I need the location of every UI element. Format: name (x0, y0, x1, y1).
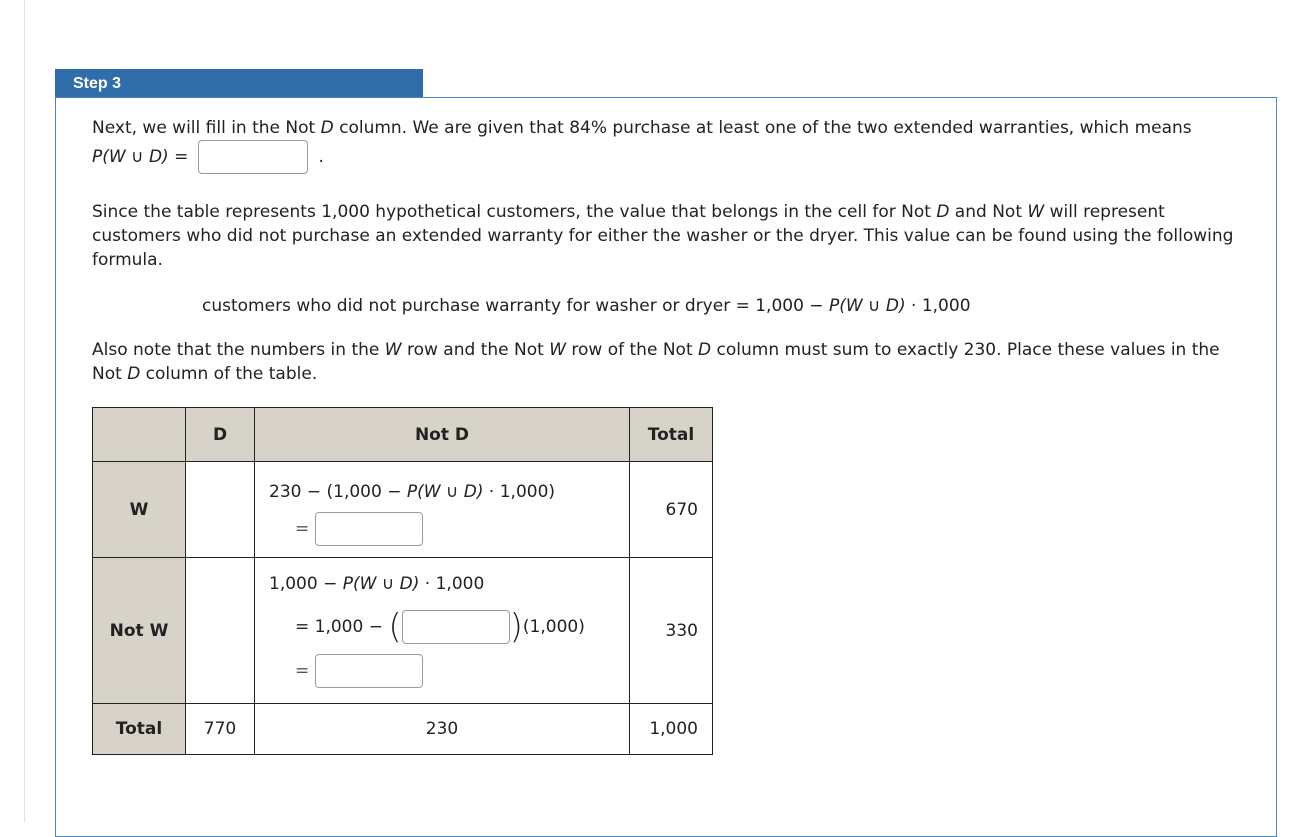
table-row-total (93, 704, 713, 755)
header-corner (93, 408, 186, 462)
cell-grand-total: 1,000 (630, 704, 713, 755)
contingency-table (92, 407, 713, 755)
header-not-d: Not D (255, 408, 630, 462)
note-paragraph: Also note that the numbers in the W row and the Not W row of the Not D column must sum to exactly 230. Place these values in the Not D column of the table. (92, 340, 1220, 384)
table-row-w (93, 462, 713, 558)
cell-w-d (186, 462, 255, 558)
not-w-not-d-answer-line: = (295, 654, 423, 688)
cell-not-w-not-d (255, 558, 630, 704)
explanation-paragraph: Since the table represents 1,000 hypothetical customers, the value that belongs in the cell for Not D and Not W will represent customers who did not purchase an extended warranty for either the washer or the dryer. This value can be found using the following formula. (92, 202, 1234, 270)
row-label-w: W (93, 462, 186, 558)
header-total: Total (630, 408, 713, 462)
table-header-row (93, 408, 713, 462)
cell-w-not-d (255, 462, 630, 558)
cell-not-w-total: 330 (630, 558, 713, 704)
not-w-not-d-expression: 1,000 − P(W ∪ D) · 1,000 (269, 574, 485, 594)
cell-total-not-d: 230 (255, 704, 630, 755)
cell-total-d: 770 (186, 704, 255, 755)
not-w-not-d-input[interactable] (315, 654, 423, 688)
w-not-d-answer-line: = (295, 512, 423, 546)
step-content (92, 116, 1242, 386)
w-not-d-input[interactable] (315, 512, 423, 546)
cell-not-w-d (186, 558, 255, 704)
step-header: Step 3 (55, 69, 423, 98)
row-label-not-w: Not W (93, 558, 186, 704)
intro-paragraph: Next, we will fill in the Not D column. We are given that 84% purchase at least one of the two extended warranties, which means P(W ∪ D) = . (92, 116, 1242, 174)
row-label-total: Total (93, 704, 186, 755)
p-w-union-d-input[interactable] (198, 140, 308, 174)
w-not-d-expression: 230 − (1,000 − P(W ∪ D) · 1,000) (269, 482, 556, 502)
formula-line: customers who did not purchase warranty for washer or dryer = 1,000 − P(W ∪ D) · 1,000 (202, 296, 971, 316)
cell-w-total: 670 (630, 462, 713, 558)
page-left-rule (24, 0, 25, 822)
header-d: D (186, 408, 255, 462)
table-row-not-w (93, 558, 713, 704)
not-w-probability-input[interactable] (402, 610, 510, 644)
not-w-not-d-substitution-line: = 1,000 − ( )(1,000) (295, 607, 585, 647)
